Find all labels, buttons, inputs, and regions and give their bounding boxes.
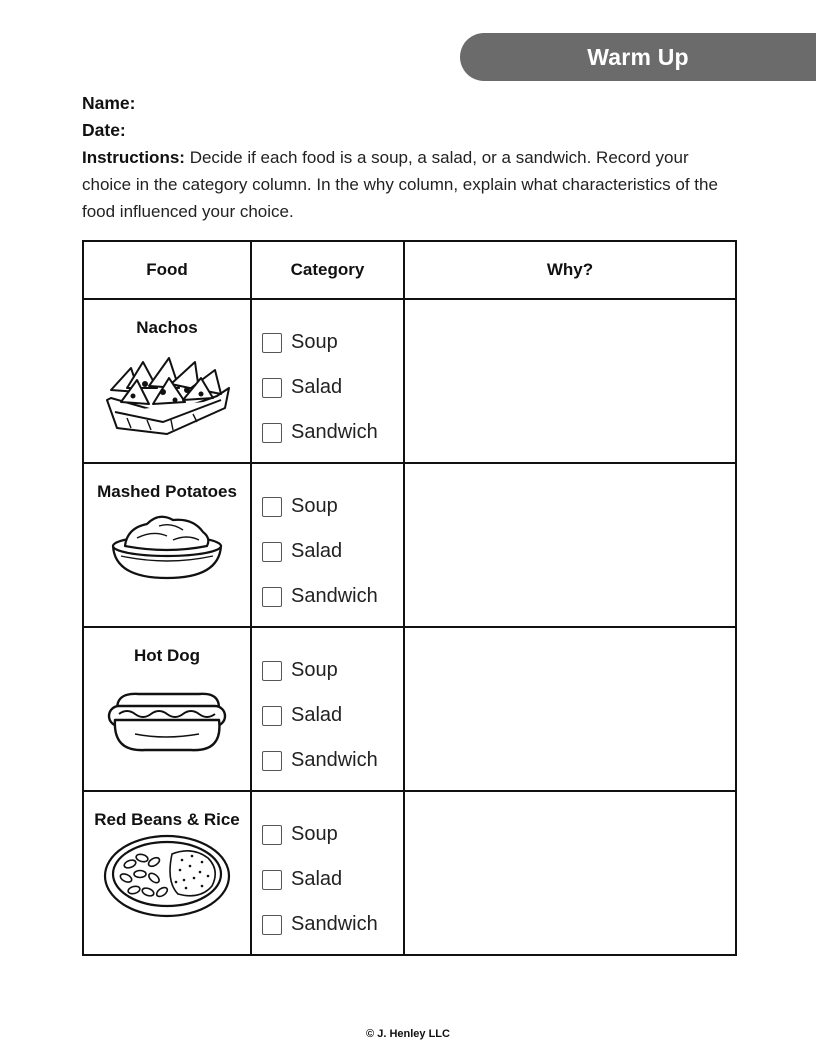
mashed-potatoes-icon <box>107 508 227 582</box>
option-label: Salad <box>291 868 343 890</box>
category-cell <box>251 627 404 791</box>
hot-dog-icon <box>105 682 229 758</box>
soup-option[interactable] <box>262 812 403 857</box>
why-cell[interactable] <box>404 299 736 463</box>
sandwich-option[interactable] <box>262 738 403 783</box>
soup-option[interactable] <box>262 320 403 365</box>
option-label: Soup <box>291 495 338 517</box>
category-column-header: Category <box>251 241 404 299</box>
category-options <box>252 464 403 619</box>
food-cell <box>83 299 251 463</box>
category-cell <box>251 791 404 955</box>
instructions <box>82 144 742 225</box>
soup-option[interactable] <box>262 648 403 693</box>
sandwich-option[interactable] <box>262 574 403 619</box>
option-label: Salad <box>291 540 343 562</box>
salad-option[interactable] <box>262 529 403 574</box>
salad-checkbox[interactable] <box>262 706 282 726</box>
worksheet-table <box>82 240 737 956</box>
option-label: Salad <box>291 376 343 398</box>
option-label: Sandwich <box>291 913 378 935</box>
instructions-label: Instructions: <box>82 148 185 167</box>
table-row <box>83 627 736 791</box>
category-cell <box>251 299 404 463</box>
name-label: Name: <box>82 93 136 113</box>
warm-up-banner <box>460 33 816 81</box>
food-name: Nachos <box>136 318 198 337</box>
soup-option[interactable] <box>262 484 403 529</box>
food-cell <box>83 463 251 627</box>
sandwich-checkbox[interactable] <box>262 587 282 607</box>
food-name: Mashed Potatoes <box>97 482 237 501</box>
option-label: Sandwich <box>291 421 378 443</box>
category-cell <box>251 463 404 627</box>
date-line <box>82 117 742 144</box>
soup-checkbox[interactable] <box>262 497 282 517</box>
name-line <box>82 90 742 117</box>
sandwich-checkbox[interactable] <box>262 915 282 935</box>
food-cell <box>83 791 251 955</box>
salad-option[interactable] <box>262 857 403 902</box>
option-label: Salad <box>291 704 343 726</box>
food-name: Red Beans & Rice <box>94 810 240 829</box>
why-column-header: Why? <box>404 241 736 299</box>
option-label: Sandwich <box>291 585 378 607</box>
category-options <box>252 628 403 783</box>
sandwich-option[interactable] <box>262 902 403 947</box>
option-label: Soup <box>291 823 338 845</box>
red-beans-rice-icon <box>102 834 232 918</box>
table-header-row <box>83 241 736 299</box>
banner-title: Warm Up <box>587 43 689 70</box>
why-cell[interactable] <box>404 463 736 627</box>
why-cell[interactable] <box>404 627 736 791</box>
salad-checkbox[interactable] <box>262 542 282 562</box>
option-label: Sandwich <box>291 749 378 771</box>
table-row <box>83 299 736 463</box>
soup-checkbox[interactable] <box>262 333 282 353</box>
food-column-header: Food <box>83 241 251 299</box>
sandwich-checkbox[interactable] <box>262 423 282 443</box>
salad-checkbox[interactable] <box>262 870 282 890</box>
option-label: Soup <box>291 659 338 681</box>
table-row <box>83 463 736 627</box>
salad-option[interactable] <box>262 365 403 410</box>
soup-checkbox[interactable] <box>262 825 282 845</box>
option-label: Soup <box>291 331 338 353</box>
salad-checkbox[interactable] <box>262 378 282 398</box>
why-cell[interactable] <box>404 791 736 955</box>
food-cell <box>83 627 251 791</box>
table-row <box>83 791 736 955</box>
salad-option[interactable] <box>262 693 403 738</box>
category-options <box>252 792 403 947</box>
sandwich-checkbox[interactable] <box>262 751 282 771</box>
soup-checkbox[interactable] <box>262 661 282 681</box>
nachos-icon <box>97 348 237 440</box>
sandwich-option[interactable] <box>262 410 403 455</box>
food-name: Hot Dog <box>133 646 201 665</box>
instructions-text: Decide if each food is a soup, a salad, or a sandwich. Record your choice in the category column. In the why column, explain what characteristics of the food influenced your choice. <box>82 148 718 221</box>
date-label: Date: <box>82 120 126 140</box>
copyright-footer: © J. Henley LLC <box>366 1028 450 1040</box>
category-options <box>252 300 403 455</box>
worksheet-header <box>82 90 742 225</box>
